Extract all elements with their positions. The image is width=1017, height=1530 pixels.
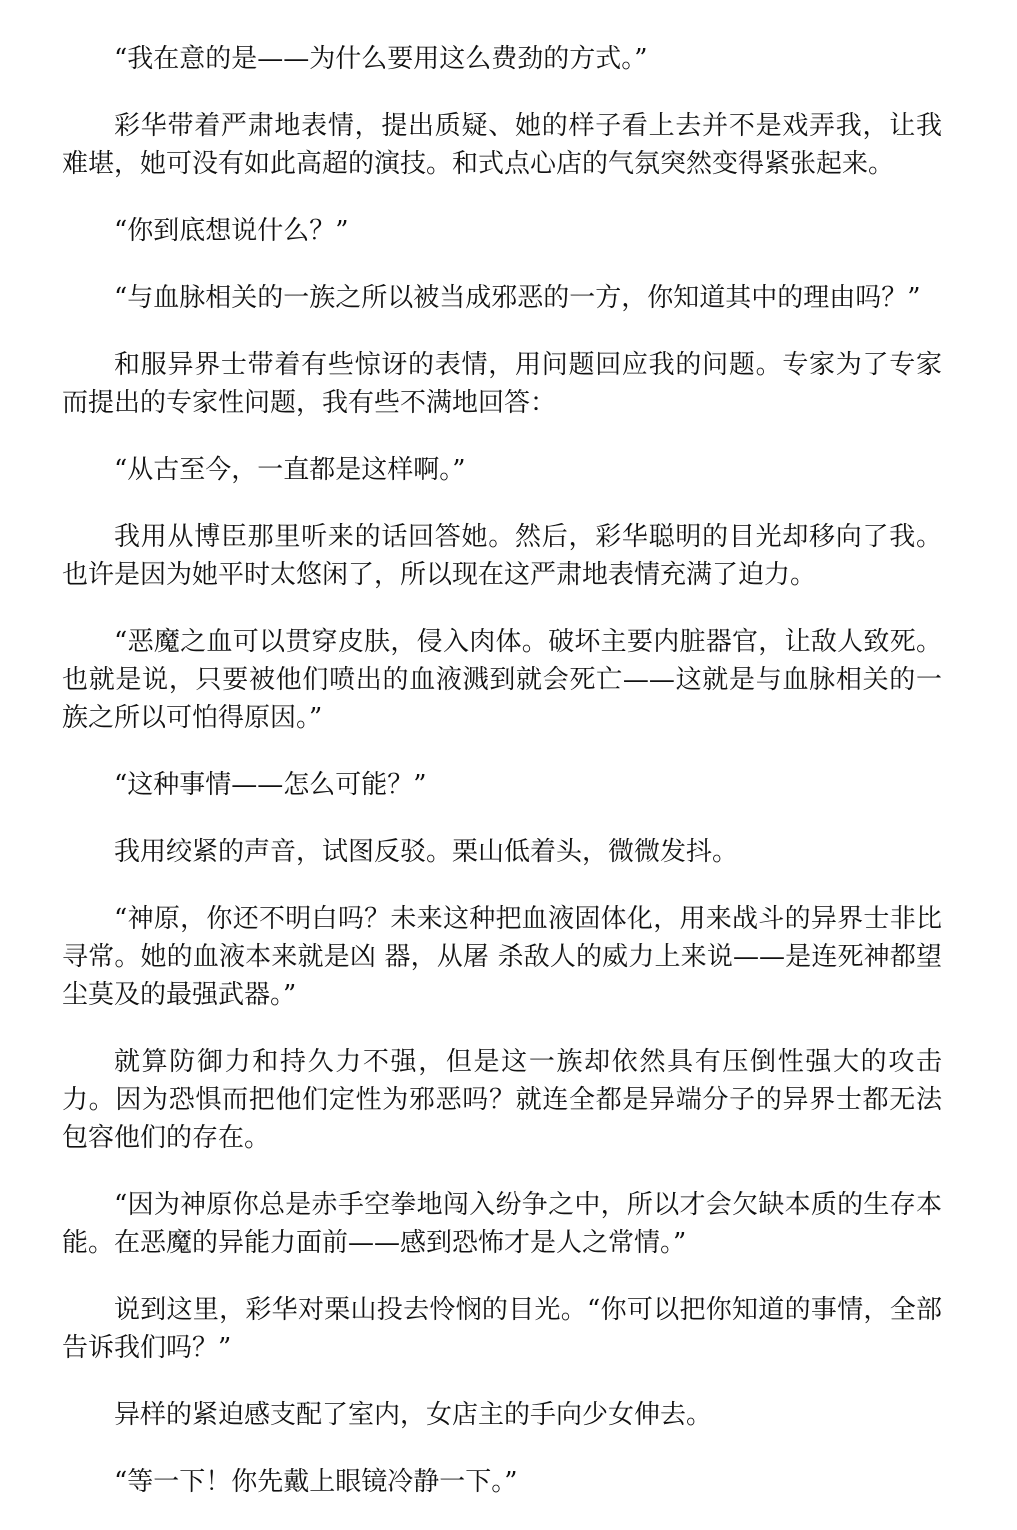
paragraph: 说到这里，彩华对栗山投去怜悯的目光。“你可以把你知道的事情，全部告诉我们吗？” (62, 1295, 942, 1363)
paragraph: 我用绞紧的声音，试图反驳。栗山低着头，微微发抖。 (114, 837, 739, 867)
paragraph: 就算防御力和持久力不强，但是这一族却依然具有压倒性强大的攻击力。因为恐惧而把他们定性为邪恶吗？就连全都是异端分子的异界士都无法包容他们的存在。 (62, 1047, 942, 1153)
paragraph: 异样的紧迫感支配了室内，女店主的手向少女伸去。 (114, 1400, 713, 1430)
paragraph: “等一下！你先戴上眼镜冷静一下。” (114, 1467, 518, 1497)
paragraph: “你到底想说什么？” (114, 216, 349, 246)
paragraph: “这种事情——怎么可能？” (114, 770, 427, 800)
document-body (62, 40, 942, 1530)
paragraph: “恶魔之血可以贯穿皮肤，侵入肉体。破坏主要内脏器官，让敌人致死。也就是说，只要被他们喷出的血液溅到就会死亡——这就是与血脉相关的一族之所以可怕得原因。” (62, 627, 942, 733)
paragraph: “因为神原你总是赤手空拳地闯入纷争之中，所以才会欠缺本质的生存本能。在恶魔的异能力面前——感到恐怖才是人之常情。” (62, 1190, 942, 1258)
paragraph: “我在意的是——为什么要用这么费劲的方式。” (114, 44, 648, 74)
paragraph: “与血脉相关的一族之所以被当成邪恶的一方，你知道其中的理由吗？” (114, 283, 921, 313)
paragraph: 彩华带着严肃地表情，提出质疑、她的样子看上去并不是戏弄我，让我难堪，她可没有如此高超的演技。和式点心店的气氛突然变得紧张起来。 (62, 111, 942, 179)
paragraph: 和服异界士带着有些惊讶的表情，用问题回应我的问题。专家为了专家而提出的专家性问题，我有些不满地回答： (62, 350, 942, 418)
paragraph: “从古至今，一直都是这样啊。” (114, 455, 466, 485)
paragraph: 我用从博臣那里听来的话回答她。然后，彩华聪明的目光却移向了我。也许是因为她平时太悠闲了，所以现在这严肃地表情充满了迫力。 (62, 522, 942, 590)
paragraph: “神原，你还不明白吗？未来这种把血液固体化，用来战斗的异界士非比寻常。她的血液本来就是凶 器，从屠 杀敌人的威力上来说——是连死神都望尘莫及的最强武器。” (62, 904, 942, 1010)
